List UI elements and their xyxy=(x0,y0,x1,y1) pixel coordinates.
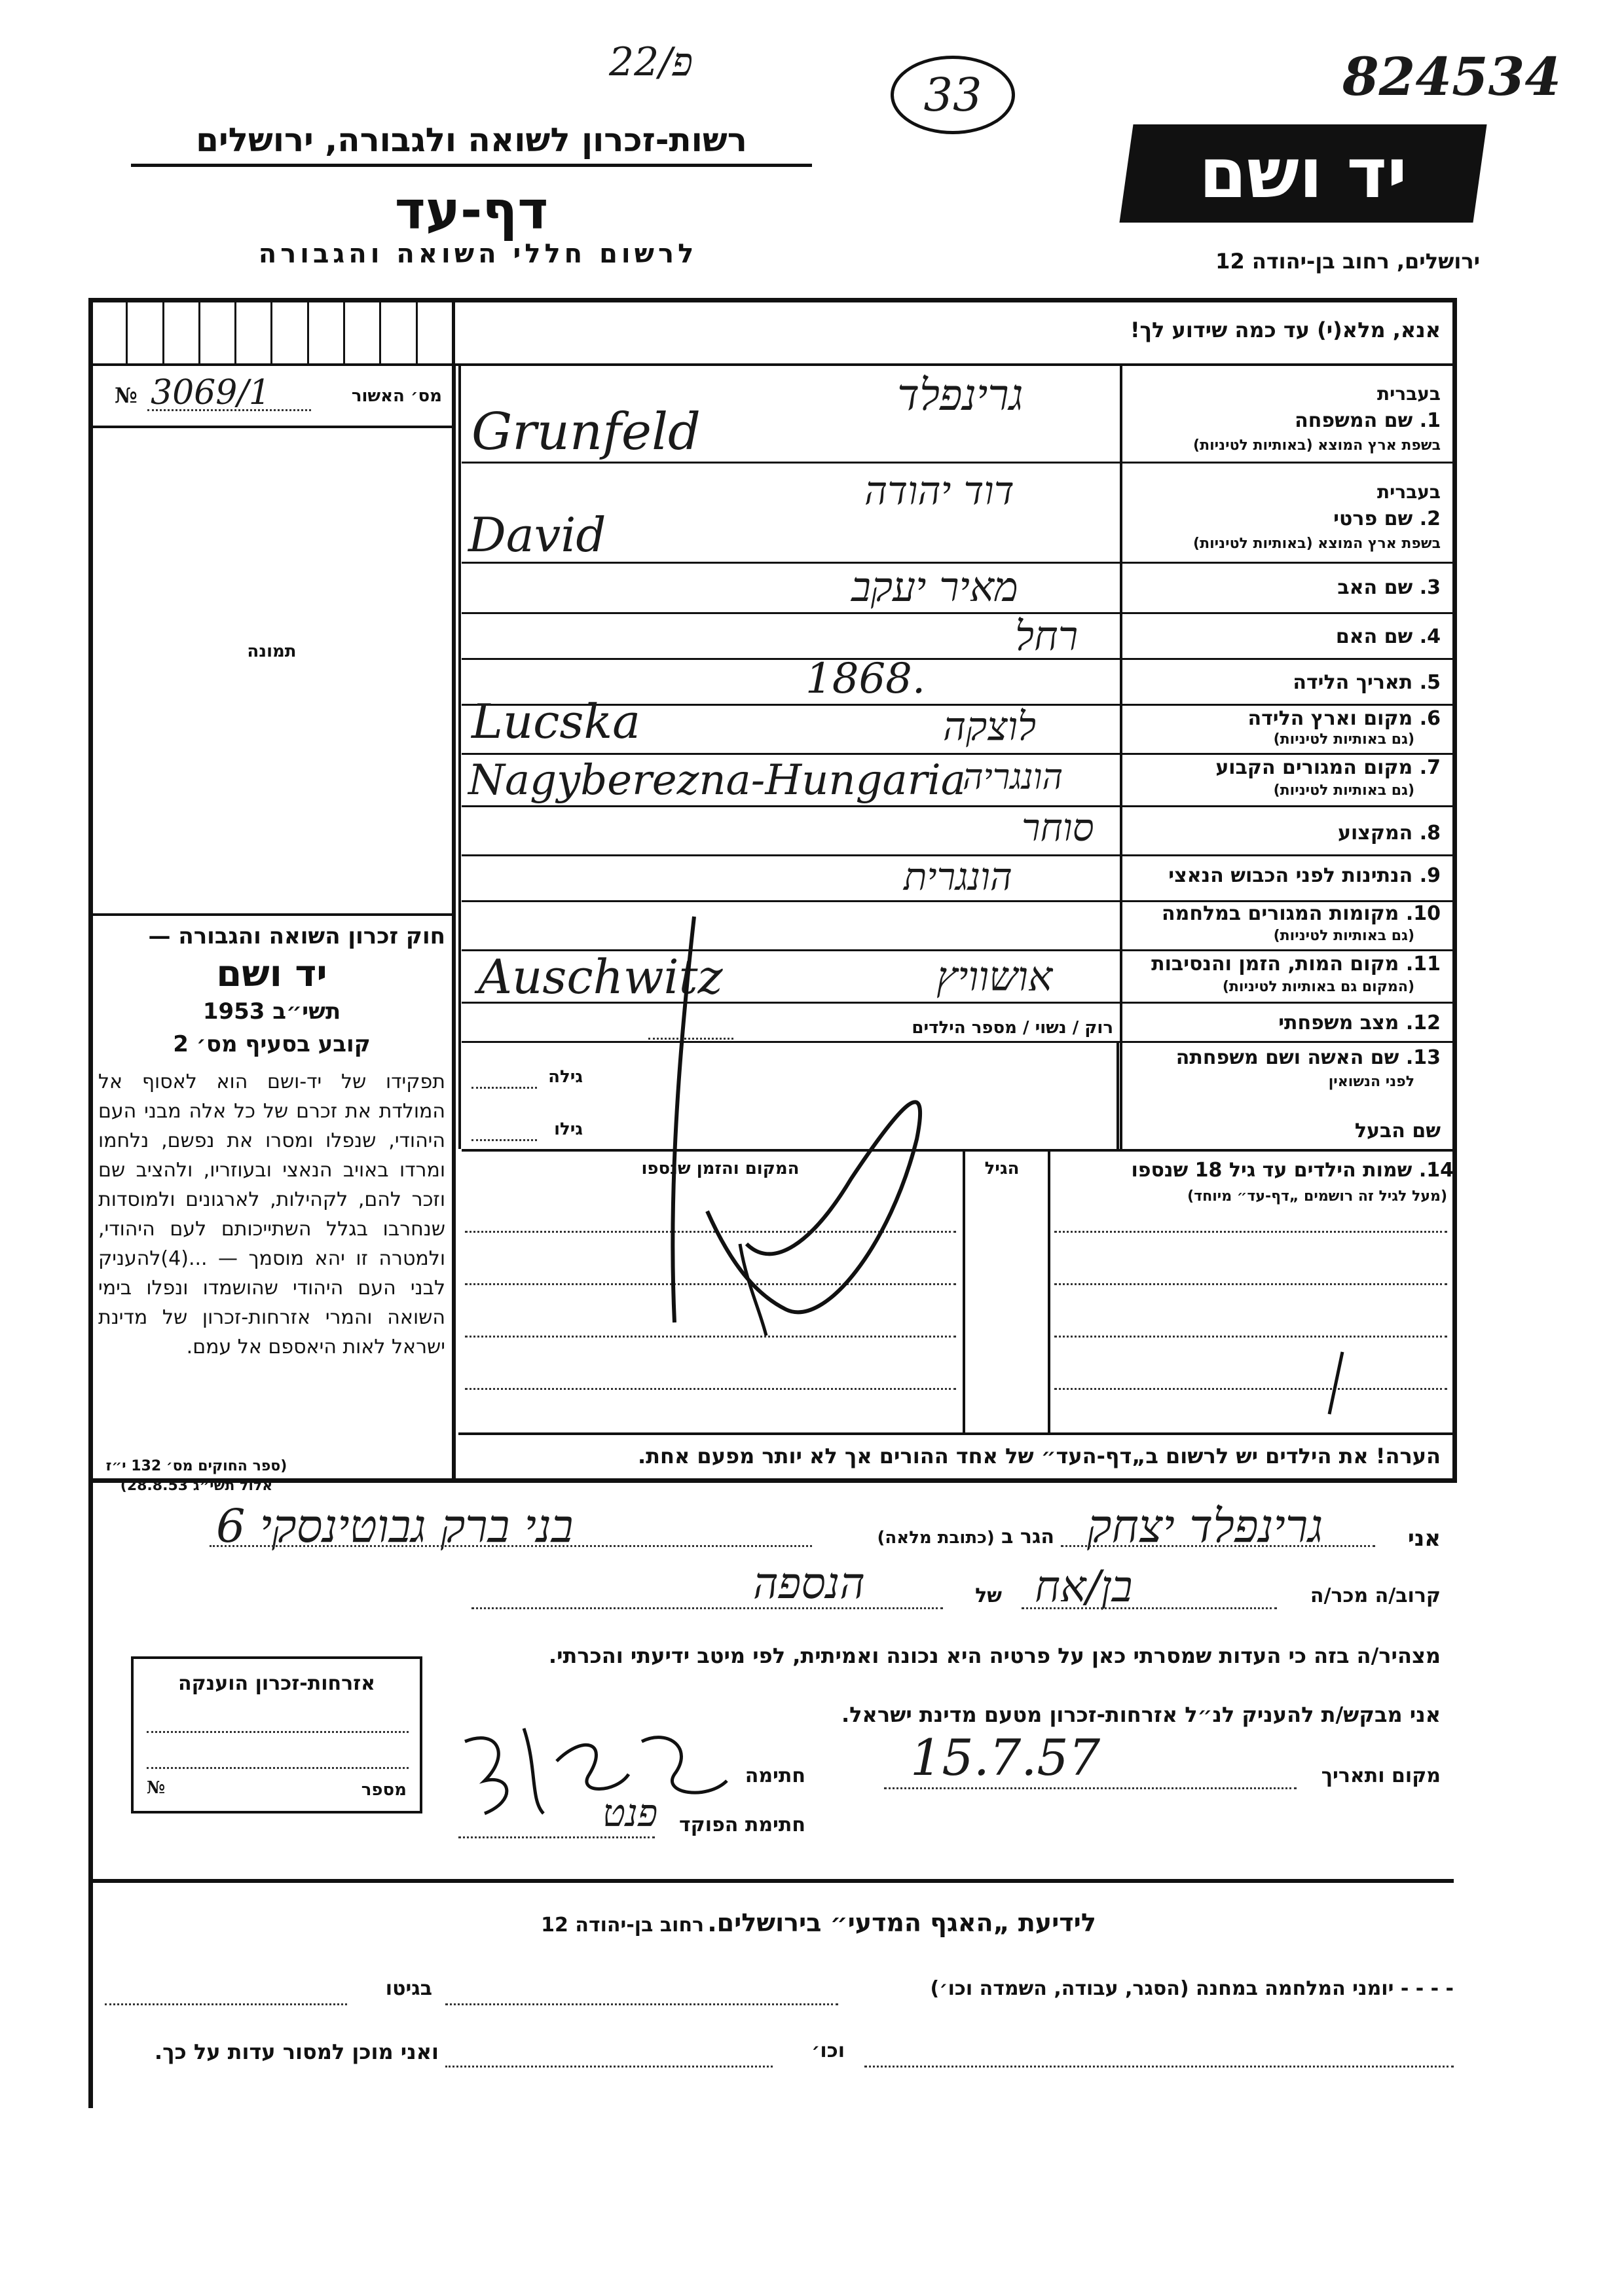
of-value: הנספה xyxy=(753,1558,865,1609)
row-line-7 xyxy=(462,805,1454,807)
death-place-hebrew: אושוויץ xyxy=(936,953,1053,1000)
ghetto-label: בגיטו xyxy=(385,1977,432,2000)
resident-label: הגר ב (כתובת מלאה) xyxy=(877,1525,1054,1548)
declarant-name-dots xyxy=(1061,1545,1375,1547)
photo-label: תמונה xyxy=(247,642,297,661)
form-subtitle: לרשום חללי השואה והגבורה xyxy=(258,239,698,269)
decl-i-label: אני xyxy=(1407,1525,1441,1552)
war-events-dots xyxy=(445,2003,838,2005)
authority-line: רשות-זכרון לשואה ולגבורה, ירושלים xyxy=(196,121,747,159)
place-date-value: 15.7.57 xyxy=(910,1728,1101,1787)
relation-label: קרוב/ה מכר/ה xyxy=(1310,1584,1441,1607)
field-7-sub: (גם באותיות לטיניות) xyxy=(1273,782,1414,799)
relation-dots xyxy=(1022,1607,1277,1609)
instruction: אנא, מלא(י) עד כמה שידוע לך! xyxy=(1130,318,1441,342)
note-text: הערה! את הילדים יש לרשום ב„דף-העד״ של אחד ההורים אך לא יותר מפעם אחת. xyxy=(637,1444,1441,1468)
field-3-label: 3. שם האב xyxy=(1337,576,1441,599)
official-sig-dots xyxy=(458,1836,655,1838)
circled-number-text: 33 xyxy=(923,68,982,122)
field-10-label: 10. מקומות המגורים במלחמה xyxy=(1162,902,1441,925)
husband-label: שם הבעל xyxy=(1354,1120,1441,1142)
birth-date: 1868. xyxy=(805,655,926,703)
etc-dots xyxy=(864,2066,1454,2068)
field-10-sub: (גם באותיות לטיניות) xyxy=(1273,928,1414,944)
children-place-col: המקום והזמן שנספו xyxy=(641,1159,800,1178)
citizenship-no-mark: № xyxy=(147,1778,166,1798)
children-age-divider-right xyxy=(1048,1151,1050,1432)
row-line-3 xyxy=(462,612,1454,614)
field-6-sub: (גם באותיות לטיניות) xyxy=(1273,731,1414,748)
law-logo: יד ושם xyxy=(216,953,327,995)
logo-text: יד ושם xyxy=(1199,134,1407,213)
official-signature-value: פנט xyxy=(602,1791,658,1835)
field-9-label: 9. הנתינות לפני הכבוש הנאצי xyxy=(1168,864,1441,887)
place-date-label: מקום ותאריך xyxy=(1321,1764,1441,1787)
wife-age-dots xyxy=(471,1087,537,1089)
field-12-label: 12. מצב משפחתי xyxy=(1278,1011,1441,1034)
law-body: תפקידו של יד-ושם הוא לאסוף אל המולדת את זכרם של כל אלה מבני העם היהודי, שנפלו ומסרו את נפשם, נלחמו ומרדו באויב הנאצי ובעוזריו, ולהציב שם וזכר להם, לקהילות, לארגונים ולמוסדות שנחרבו בגלל השתייכותם לעם היהודי, ולמטרה זו יהא מוסמך — ...(4)להעניק לבני העם היהודי שהושמדו ונפלו בימי השואה והמרי אזרחות-זכרון של מדינת ישראל לאות היאספם אל עמם. xyxy=(98,1070,445,1358)
citizenship-value: הונגרית xyxy=(904,854,1012,899)
code-boxes xyxy=(92,302,455,365)
field-13-sub: לפני הנשואין xyxy=(1328,1074,1414,1090)
law-reference: (ספר החוקים מס׳ 132 י״ז אלול תשי״ג 28.8.53) xyxy=(105,1458,287,1494)
value-column-left xyxy=(458,363,461,1149)
declare-text: מצהיר/ה בזה כי העדות שמסרתי כאן על פרטיה היא נכונה ואמיתית, לפי מיטב ידיעתי והכרתי. xyxy=(548,1643,1441,1668)
cross-out-scribble xyxy=(655,903,982,1349)
of-dots xyxy=(471,1607,943,1609)
field-1-sub: בשפת ארץ המוצא (באותיות לטיניות) xyxy=(1193,437,1441,454)
children-row-2 xyxy=(1054,1283,1447,1285)
children-label: 14. שמות הילדים עד גיל 18 שנספו xyxy=(1131,1159,1454,1182)
footer-info: לידיעת „האגף המדעי״ בירושלים. רחוב בן-יהודה 12 xyxy=(541,1908,1096,1937)
law-title: חוק זכרון השואה והגבורה — xyxy=(148,923,445,949)
of-label: של xyxy=(975,1584,1002,1607)
authority-underline xyxy=(131,164,812,167)
field-2-label: 2. שם פרטי xyxy=(1333,507,1441,530)
footer-frame-left xyxy=(88,1480,93,2108)
place-date-dots xyxy=(884,1787,1297,1789)
citizenship-number-label: מספר xyxy=(361,1780,407,1800)
left-column-divider xyxy=(452,363,456,1483)
residence-latin: Nagyberezna-Hungaria xyxy=(468,756,966,805)
cert-dots xyxy=(147,409,311,411)
field-4-label: 4. שם האם xyxy=(1335,625,1441,648)
etc-dots-2 xyxy=(445,2066,773,2068)
children-row-4 xyxy=(1054,1388,1447,1390)
official-signature-label: חתימת הפוקד xyxy=(679,1813,805,1836)
cert-number: 3069/1 xyxy=(151,373,270,412)
birth-place-hebrew: לוצקה xyxy=(943,704,1037,750)
law-year: תשי״ב 1953 xyxy=(202,998,341,1025)
wife-age-label: גילה xyxy=(548,1067,583,1087)
label-column-divider xyxy=(1120,363,1122,1149)
archive-number: 824534 xyxy=(1342,46,1561,107)
address-dots xyxy=(210,1545,812,1547)
cert-no-prefix: № xyxy=(115,383,138,408)
row-line-1 xyxy=(462,462,1454,464)
request-text: אני מבקש/ת להעניק לנ״ל אזרחות-זכרון מטעם מדינת ישראל. xyxy=(841,1702,1441,1727)
children-row-1 xyxy=(1054,1231,1447,1233)
row-line-6 xyxy=(462,753,1454,755)
surname-latin: Grunfeld xyxy=(471,403,701,462)
page-reference: 22/פ xyxy=(609,39,693,85)
note-row-top xyxy=(458,1432,1454,1435)
children-place-row-4 xyxy=(465,1388,956,1390)
footer-rule xyxy=(92,1879,1454,1883)
header-address: ירושלים, רחוב בן-יהודה 12 xyxy=(1215,249,1480,274)
ghetto-dots xyxy=(105,2003,347,2005)
ready-text: ואני מוכן למסור עדות על כך. xyxy=(154,2039,439,2064)
children-sub: (מעל לגיל זה רושמים „דף-עד״ מיוחד) xyxy=(1187,1188,1447,1205)
birth-place-latin: Lucska xyxy=(471,694,641,749)
field-7-label: 7. מקום המגורים הקבוע xyxy=(1215,756,1441,779)
field-1-label: 1. שם המשפחה xyxy=(1295,409,1441,432)
occupation: סוחר xyxy=(1022,805,1094,850)
cert-label: מס׳ האשור xyxy=(351,386,442,406)
relation-value: בן/אח xyxy=(1035,1561,1133,1612)
field-8-label: 8. המקצוע xyxy=(1337,822,1441,845)
residence-hebrew: הונגריה xyxy=(963,756,1063,797)
mother-name: רחל xyxy=(1015,612,1079,660)
husband-age-dots xyxy=(471,1139,537,1141)
given-name-hebrew: דוד יהודה xyxy=(864,468,1014,514)
hebrew-label-2: בעברית xyxy=(1376,481,1441,503)
field-11-label: 11. מקום המות, הזמן והנסיבות xyxy=(1151,953,1441,975)
yad-vashem-logo xyxy=(1119,124,1486,223)
citizenship-box-title: אזרחות-זכרון הוענקה xyxy=(177,1672,376,1695)
children-row-3 xyxy=(1054,1336,1447,1338)
etc-label: וכו׳ xyxy=(811,2039,845,2062)
declarant-address: בני ברק גבוטינסקי 6 xyxy=(216,1499,574,1553)
citizenship-box xyxy=(131,1656,422,1813)
cert-row-bottom xyxy=(92,426,454,428)
children-age-col: הגיל xyxy=(984,1159,1020,1178)
row-line-4 xyxy=(462,658,1454,660)
death-place-latin: Auschwitz xyxy=(478,949,723,1004)
field-6-label: 6. מקום וארץ הלידה xyxy=(1247,707,1441,730)
marital-options: רוק / נשוי / מספר הילדים xyxy=(912,1018,1113,1038)
field-11-sub: (המקום גם באותיות לטיניות) xyxy=(1222,979,1414,995)
law-clause: קובע בסעיף מס׳ 2 xyxy=(173,1031,371,1057)
field-13-label: 13. שם האשה ושם משפחתה xyxy=(1175,1046,1441,1069)
father-name: מאיר יעקב xyxy=(851,563,1018,611)
photo-bottom xyxy=(92,913,454,916)
declarant-name: גרינפלד יצחק xyxy=(1087,1499,1323,1553)
field-2-sub: בשפת ארץ המוצא (באותיות לטיניות) xyxy=(1193,536,1441,552)
spouse-column-divider xyxy=(1116,1043,1119,1151)
hebrew-label-1: בעברית xyxy=(1376,383,1441,405)
given-name-latin: David xyxy=(468,507,606,562)
field-5-label: 5. תאריך הלידה xyxy=(1293,671,1441,694)
form-title: דף-עד xyxy=(394,180,549,241)
surname-hebrew: גרינפלד xyxy=(897,370,1024,420)
signature-label: חתימה xyxy=(745,1764,805,1787)
tick-scribble xyxy=(1316,1349,1356,1421)
husband-age-label: גילו xyxy=(554,1120,583,1139)
war-events-label: - - - - יומני המלחמה במחנה (הסגר, עבודה, השמדה וכו׳) xyxy=(930,1977,1454,2000)
circled-number xyxy=(891,56,1015,134)
